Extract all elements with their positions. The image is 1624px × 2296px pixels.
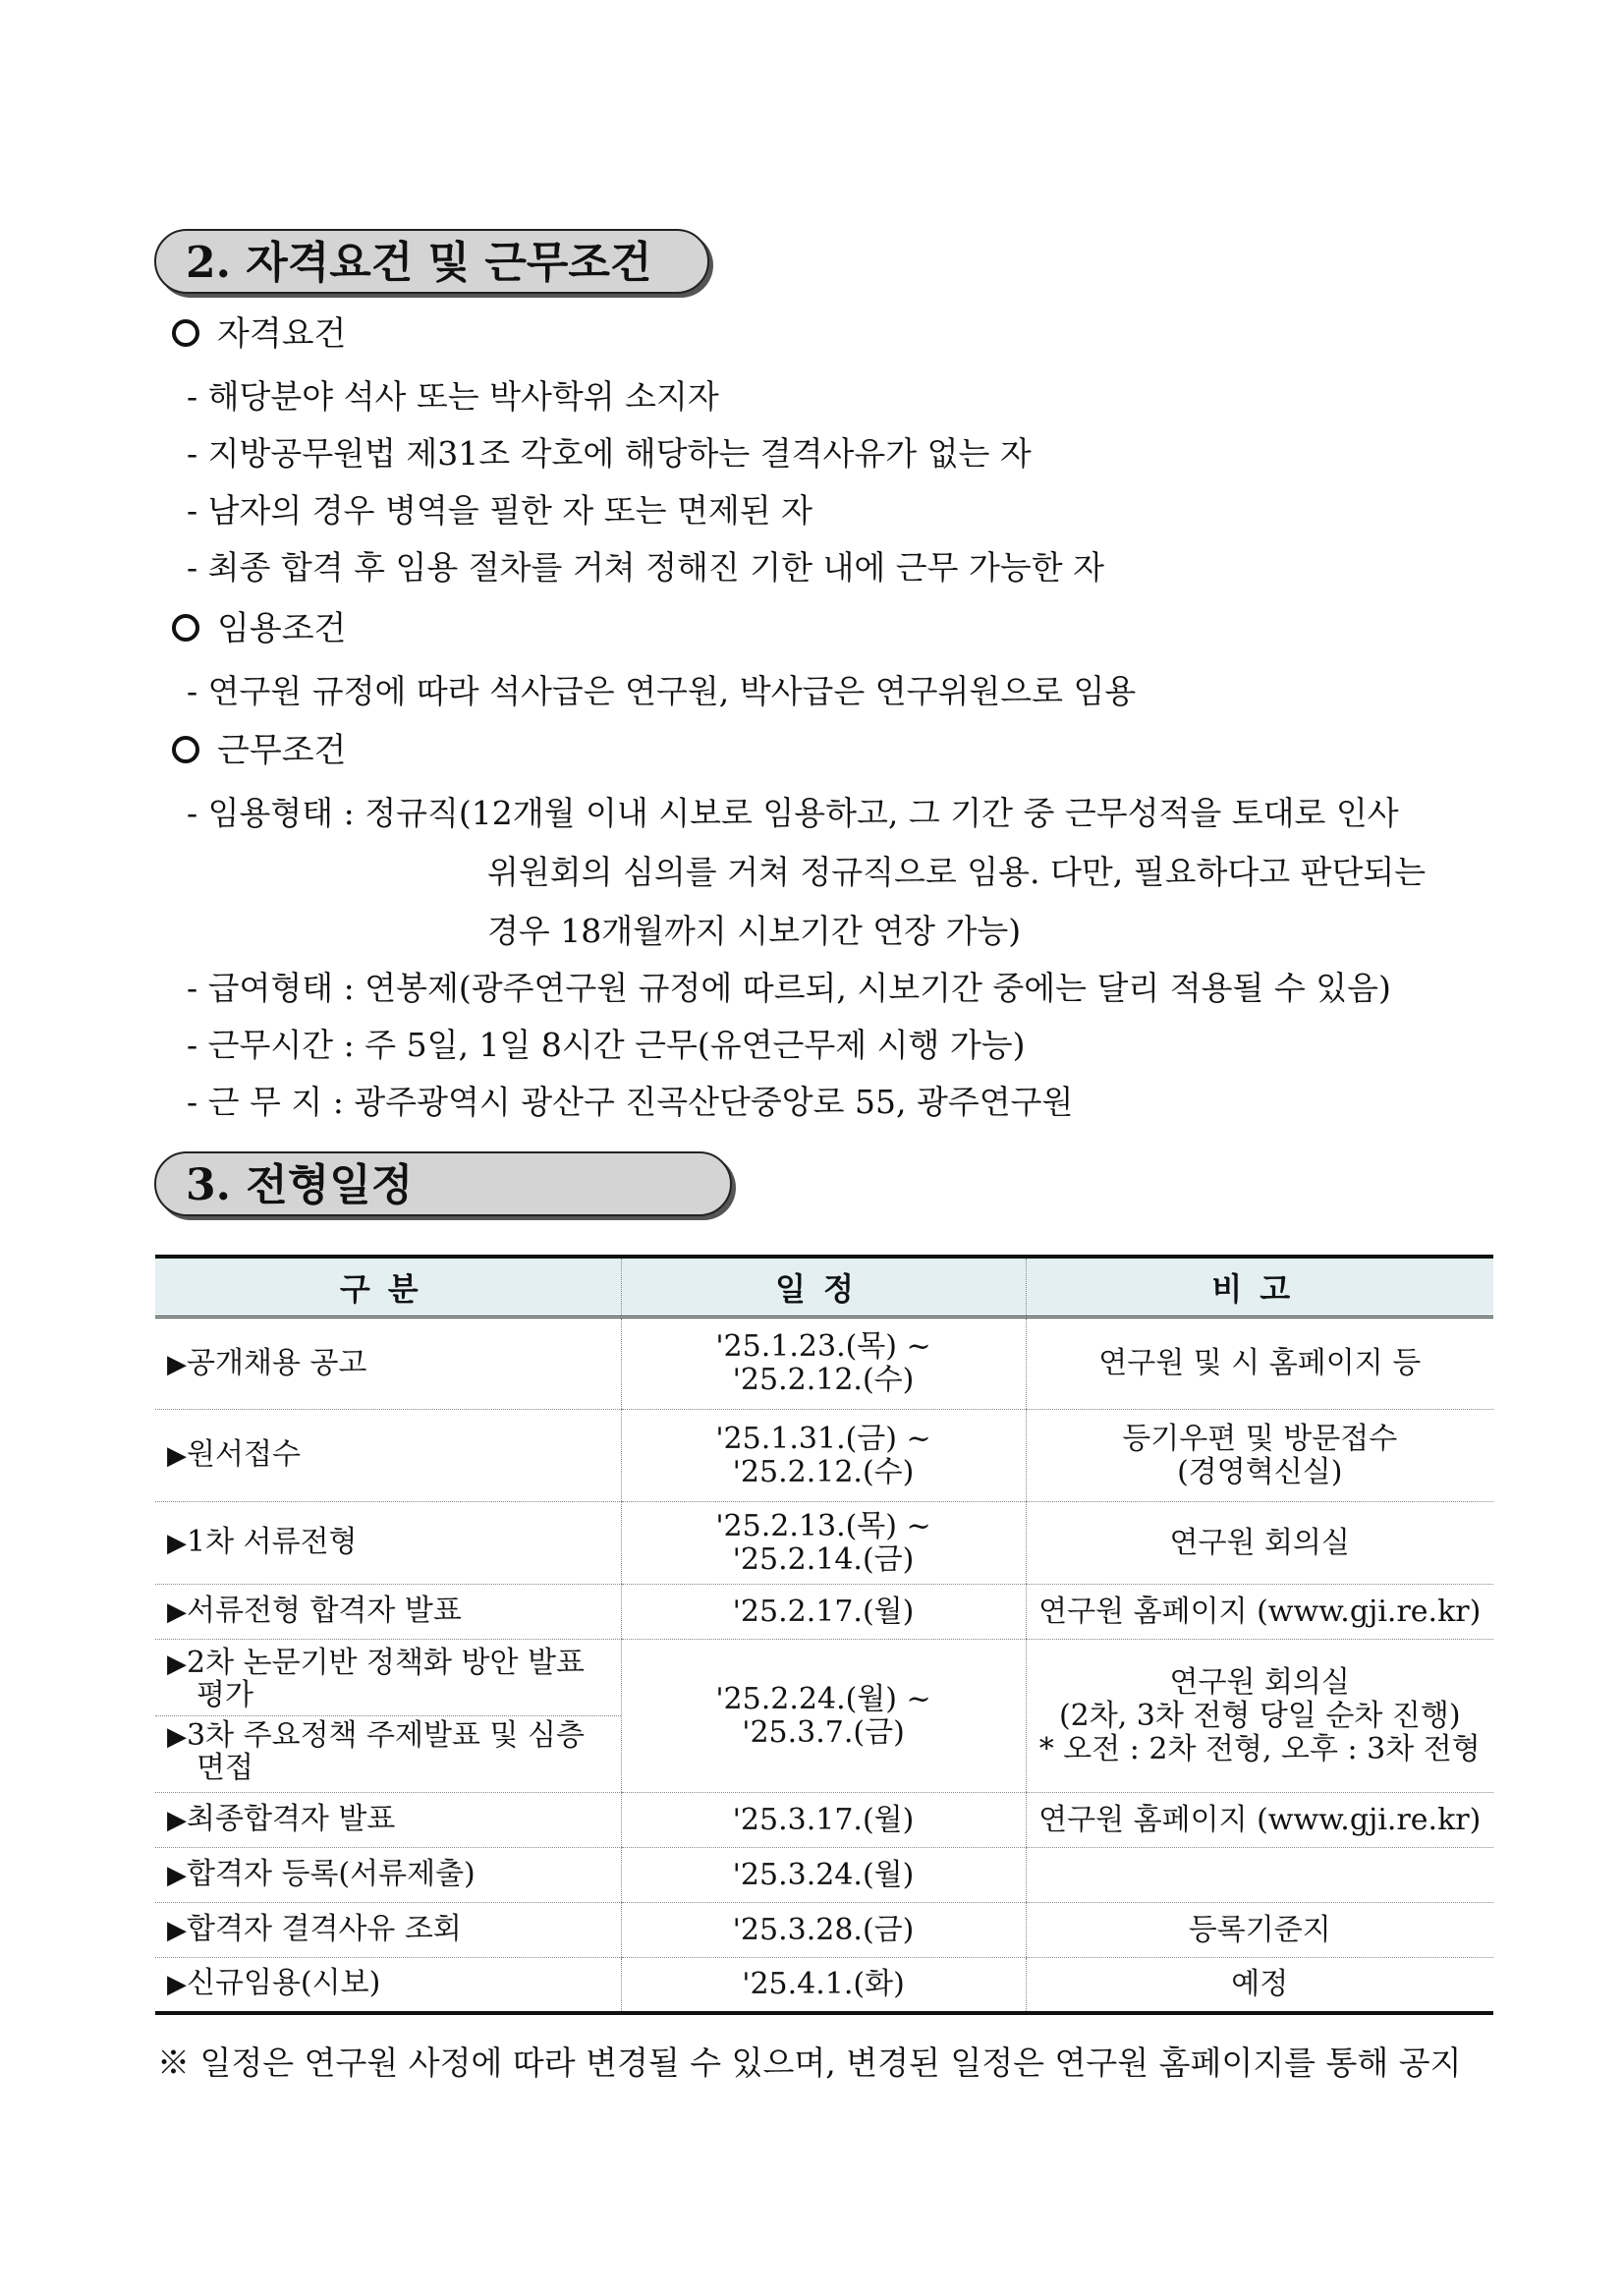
table-row [155,1640,1493,1793]
note-text: 등기우편 및 방문접수 [1122,1421,1398,1456]
step-cell [155,1640,621,1793]
step-text: 공개채용 공고 [187,1345,367,1380]
schedule-table [155,1255,1493,2015]
date-cell [621,1317,1026,1410]
note-text: (경영혁신실) [1177,1454,1343,1489]
date-end: '25.2.12.(수) [732,1454,915,1489]
triangle-right-icon: ▶ [167,1529,187,1558]
header-remarks: 비고 [1026,1257,1493,1317]
section-2-heading: 2. 자격요건 및 근무조건 [154,229,709,294]
triangle-right-icon: ▶ [167,1722,187,1752]
date-cell: '25.2.17.(월) [621,1585,1026,1640]
step-text: 원서접수 [187,1437,301,1472]
date-cell [621,1502,1026,1585]
date-start: '25.2.24.(월) ~ [715,1681,931,1716]
step-text: 신규임용(시보) [187,1966,381,2001]
step-text: 합격자 결격사유 조회 [187,1912,462,1946]
note-text: (2차, 3차 전형 당일 순차 진행) [1058,1698,1461,1733]
date-end: '25.2.12.(수) [732,1363,915,1397]
table-row [155,1903,1493,1958]
table-row [155,1502,1493,1585]
step-text: 서류전형 합격자 발표 [187,1594,462,1628]
triangle-right-icon: ▶ [167,1349,187,1379]
qualification-item: - 해당분야 석사 또는 박사학위 소지자 [187,377,719,416]
note-cell: 등록기준지 [1026,1903,1493,1958]
triangle-right-icon: ▶ [167,1970,187,2000]
note-cell [1026,1317,1493,1410]
triangle-right-icon: ▶ [167,1916,187,1945]
header-category: 구분 [155,1257,621,1317]
step-cell [155,1958,621,2013]
date-cell: '25.4.1.(화) [621,1958,1026,2013]
date-cell: '25.3.24.(월) [621,1848,1026,1903]
note-text: * 오전 : 2차 전형, 오후 : 3차 전형 [1038,1731,1481,1766]
header-schedule: 일정 [621,1257,1026,1317]
note-text: 연구원 회의실 [1169,1664,1350,1700]
triangle-right-icon: ▶ [167,1441,187,1471]
table-row [155,1848,1493,1903]
triangle-right-icon: ▶ [167,1861,187,1890]
date-cell: '25.3.17.(월) [621,1793,1026,1848]
date-cell [621,1640,1026,1793]
table-row [155,1958,1493,2013]
date-cell: '25.3.28.(금) [621,1903,1026,1958]
table-row [155,1585,1493,1640]
circle-bullet-icon [172,614,199,642]
table-row [155,1317,1493,1410]
qualification-item: - 남자의 경우 병역을 필한 자 또는 면제된 자 [187,491,812,530]
circle-bullet-icon [172,736,199,763]
note-cell [1026,1502,1493,1585]
note-cell [1026,1848,1493,1903]
step-sub [155,1644,621,1716]
work-hours: - 근무시간 : 주 5일, 1일 8시간 근무(유연근무제 시행 가능) [187,1026,1026,1064]
step-text: 합격자 등록(서류제출) [187,1857,476,1891]
appointment-heading-text: 임용조건 [217,609,347,648]
step-cell [155,1317,621,1410]
step-cell [155,1585,621,1640]
step-cell [155,1903,621,1958]
note-text: 연구원 및 시 홈페이지 등 [1098,1346,1422,1380]
work-heading-text: 근무조건 [217,731,347,770]
appointment-heading [172,607,346,650]
qualification-heading [172,312,346,356]
employment-type-cont: 경우 18개월까지 시보기간 연장 가능) [487,912,1022,950]
note-cell: 연구원 홈페이지 (www.gji.re.kr) [1026,1793,1493,1848]
date-start: '25.1.31.(금) ~ [715,1421,931,1456]
date-start: '25.2.13.(목) ~ [715,1508,931,1543]
note-cell [1026,1410,1493,1502]
note-cell: 예정 [1026,1958,1493,2013]
step-sub [155,1716,621,1788]
step-cell [155,1848,621,1903]
step-cell [155,1793,621,1848]
step-text: 최종합격자 발표 [187,1802,396,1836]
date-cell [621,1410,1026,1502]
qualification-item: - 지방공무원법 제31조 각호에 해당하는 결격사유가 없는 자 [187,434,1032,473]
triangle-right-icon: ▶ [167,1650,187,1679]
schedule-footnote: ※ 일정은 연구원 사정에 따라 변경될 수 있으며, 변경된 일정은 연구원 홈페이지를 통해 공지 [157,2044,1462,2082]
appointment-item: - 연구원 규정에 따라 석사급은 연구원, 박사급은 연구위원으로 임용 [187,672,1137,710]
table-row [155,1793,1493,1848]
triangle-right-icon: ▶ [167,1597,187,1627]
step-cell [155,1410,621,1502]
employment-type: - 임용형태 : 정규직(12개월 이내 시보로 임용하고, 그 기간 중 근무성적을 토대로 인사 [187,794,1399,832]
step-text: 1차 서류전형 [187,1525,358,1559]
note-cell: 연구원 홈페이지 (www.gji.re.kr) [1026,1585,1493,1640]
employment-type-cont: 위원회의 심의를 거쳐 정규직으로 임용. 다만, 필요하다고 판단되는 [487,853,1427,891]
section-3-heading: 3. 전형일정 [154,1151,732,1216]
triangle-right-icon: ▶ [167,1806,187,1835]
note-text: 연구원 회의실 [1169,1525,1350,1560]
step-text: 3차 주요정책 주제발표 및 심층 [187,1718,585,1753]
circle-bullet-icon [172,319,199,347]
step-text: 면접 [196,1751,253,1785]
date-end: '25.3.7.(금) [742,1714,905,1750]
step-text: 평가 [196,1678,253,1712]
work-location: - 근 무 지 : 광주광역시 광산구 진곡산단중앙로 55, 광주연구원 [187,1083,1074,1121]
qualification-item: - 최종 합격 후 임용 절차를 거쳐 정해진 기한 내에 근무 가능한 자 [187,548,1104,587]
table-row [155,1410,1493,1502]
salary-type: - 급여형태 : 연봉제(광주연구원 규정에 따르되, 시보기간 중에는 달리 적용될 수 있음) [187,969,1391,1007]
step-cell [155,1502,621,1585]
date-end: '25.2.14.(금) [732,1541,915,1577]
date-start: '25.1.23.(목) ~ [715,1329,931,1364]
work-heading [172,729,346,772]
step-text: 2차 논문기반 정책화 방안 발표 [187,1646,585,1680]
qualification-heading-text: 자격요건 [217,314,347,354]
note-cell [1026,1640,1493,1793]
